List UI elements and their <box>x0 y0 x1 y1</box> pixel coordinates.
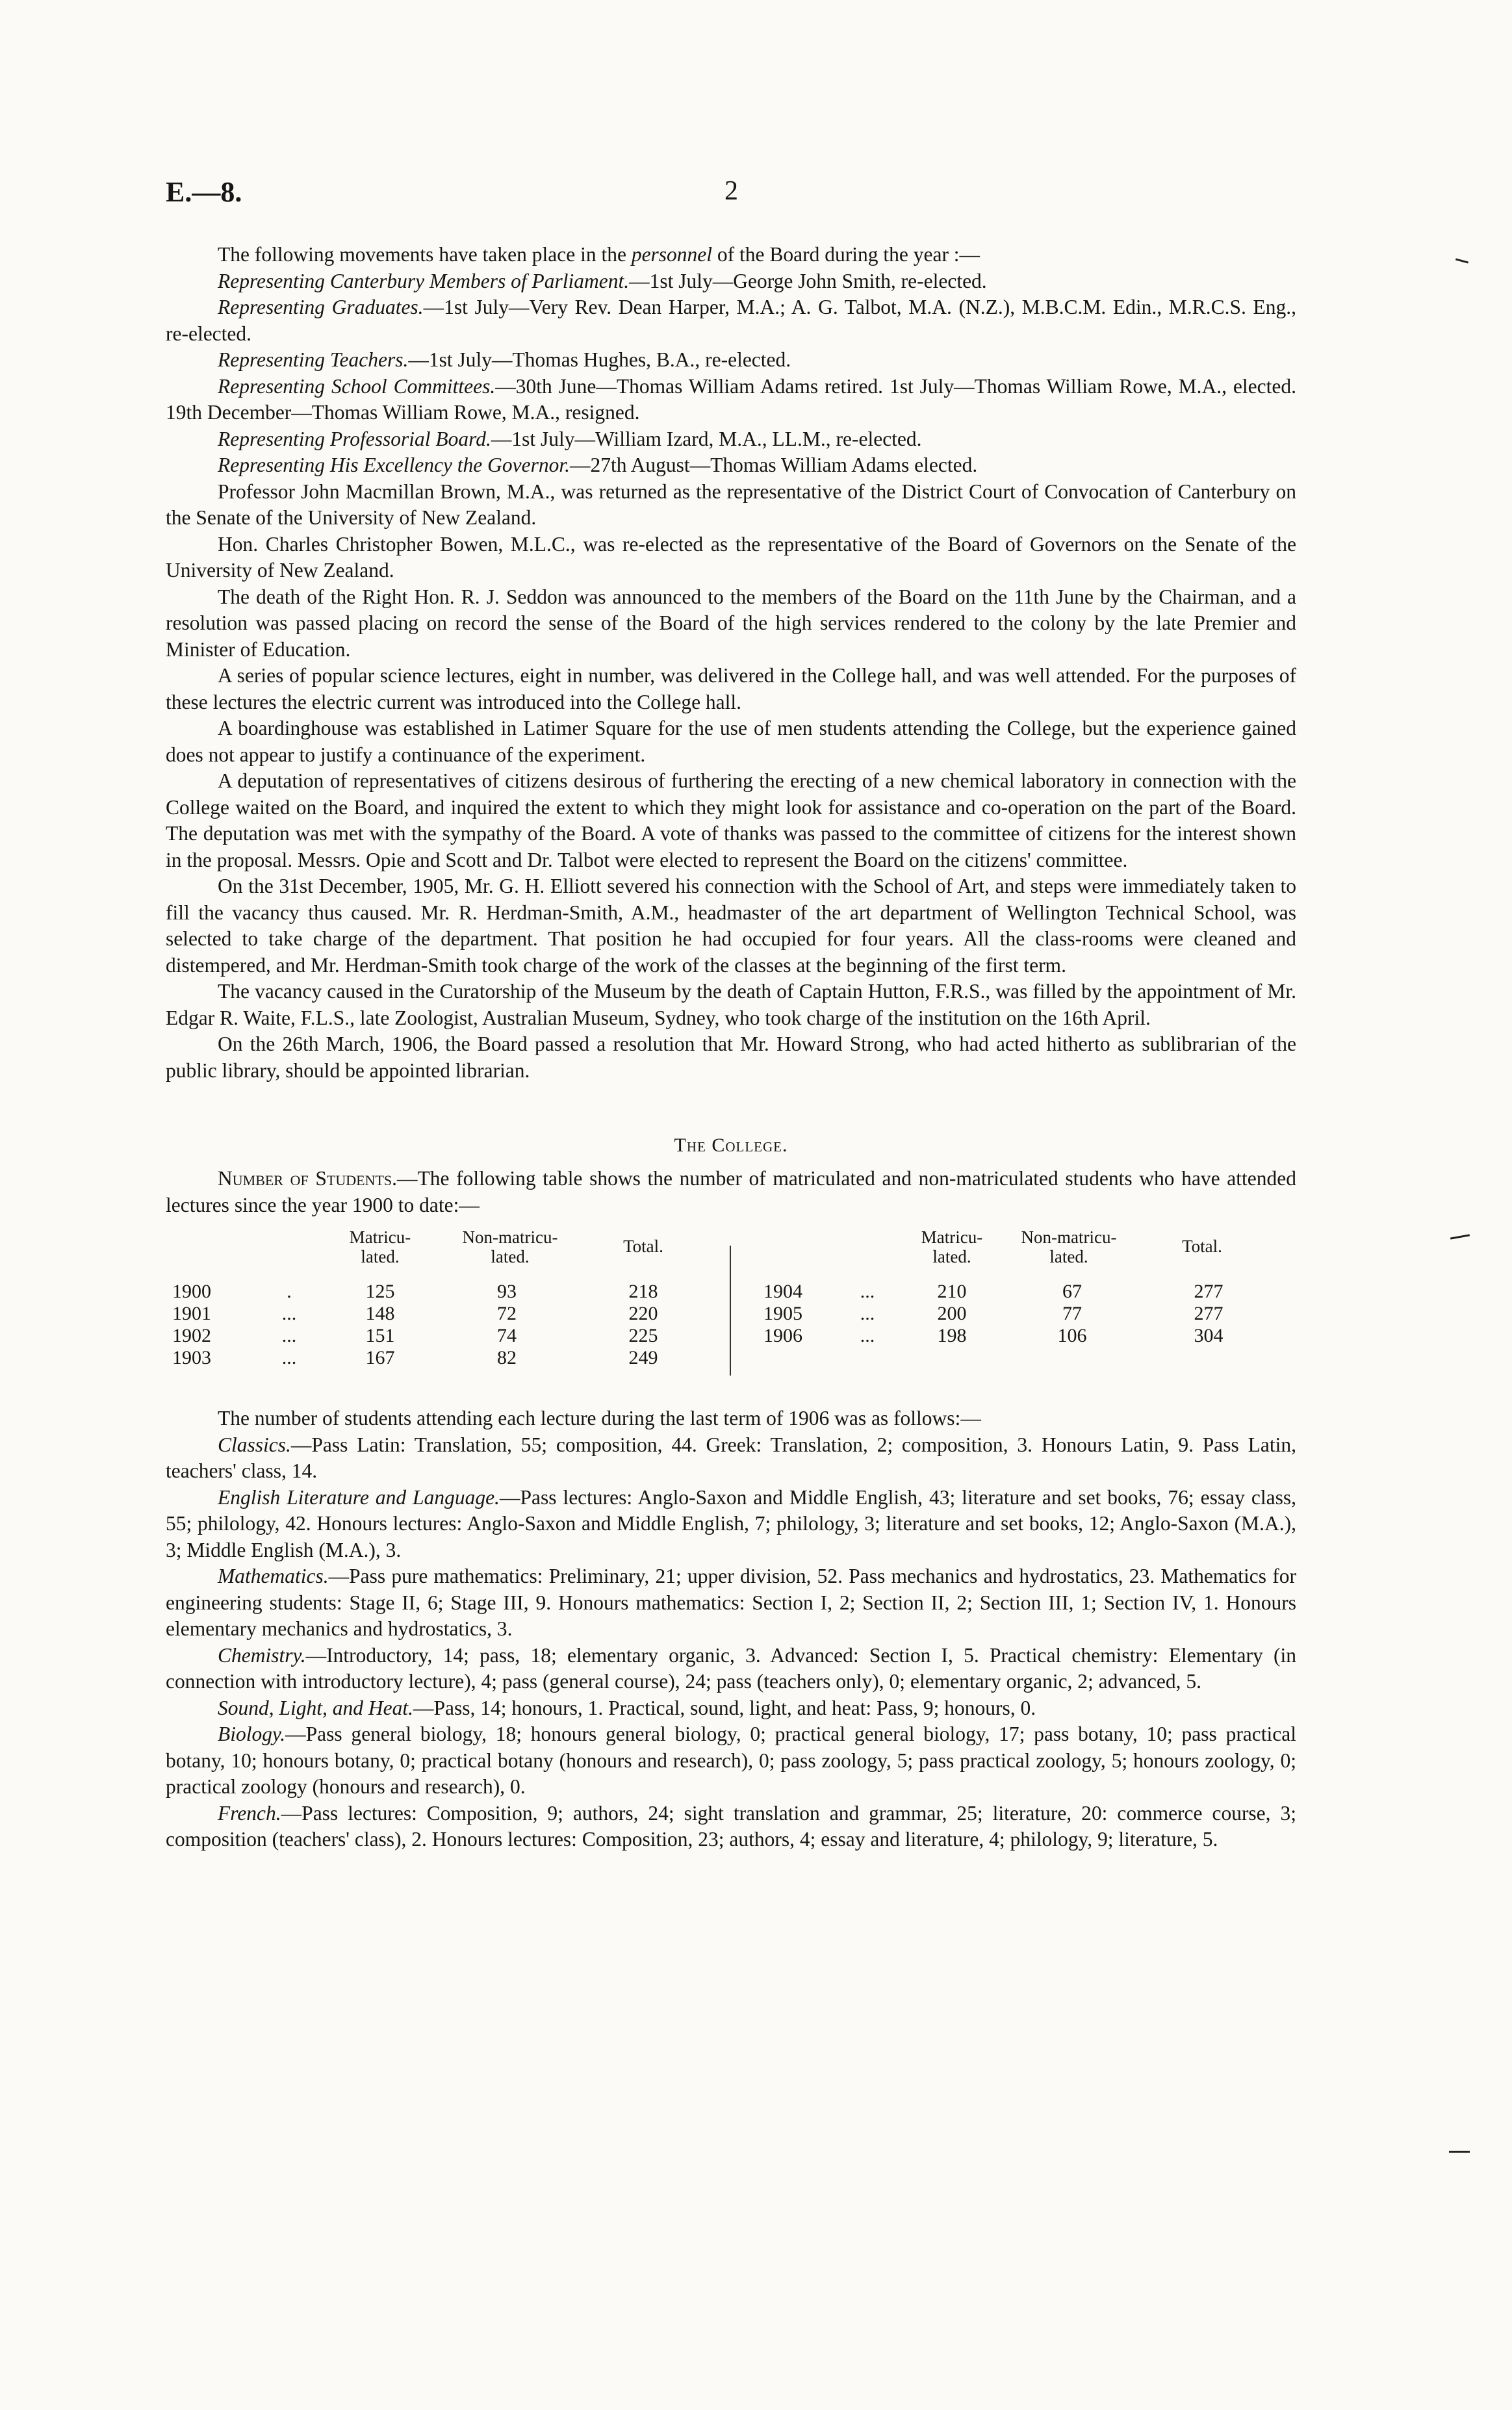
table-cell-t: 249 <box>628 1347 658 1368</box>
section-title: The College. <box>674 1134 788 1156</box>
table-cell-n: 77 <box>1062 1303 1082 1324</box>
table-cell-m: 167 <box>365 1347 395 1368</box>
table-cell-t: 218 <box>628 1281 658 1302</box>
table-cell-dots: ... <box>281 1325 297 1346</box>
page-header <box>166 175 1296 214</box>
margin-mark-middle <box>1450 1234 1470 1239</box>
table-cell-m: 125 <box>365 1281 395 1302</box>
personnel-intro: The following movements have taken place in the personnel of the Board during the year :— <box>218 243 980 266</box>
table-cell-year: 1904 <box>763 1281 802 1302</box>
number-of-students-paragraph: Number of Students.—The following table shows the number of matriculated and non-matriculated students who have attended lectures since the year 1900 to date:— <box>166 1167 1297 1216</box>
table-cell-m: 198 <box>937 1325 967 1346</box>
paragraph: On the 26th March, 1906, the Board passed a resolution that Mr. Howard Strong, who had acted hitherto as sublibrarian of the public library, should be appointed librarian. <box>166 1032 1296 1082</box>
paragraph: The death of the Right Hon. R. J. Seddon was announced to the members of the Board on the 11th June by the Chairman, and a resolution was passed placing on record the sense of the Board of the high services rendered to the colony by the late Premier and Minister of Education. <box>166 585 1296 661</box>
number-of-students-label: Number of Students. <box>218 1167 398 1190</box>
col-header-matric-right: Matricu- lated. <box>921 1227 983 1266</box>
table-cell-year: 1905 <box>763 1303 802 1324</box>
margin-mark-top <box>1455 258 1468 263</box>
col-header-total-right: Total. <box>1182 1237 1222 1256</box>
lecture-entry: Chemistry.—Introductory, 14; pass, 18; elementary organic, 3. Advanced: Section I, 5. Practical chemistry: Elementary (in connection with introductory lecture), 4; pass (general course), 24; pass (teachers only), 0; elementary organic, 2; advanced, 5. <box>166 1643 1296 1693</box>
table-cell-year: 1902 <box>172 1325 211 1346</box>
representative-entry: Representing Teachers.—1st July—Thomas Hughes, B.A., re-elected. <box>218 348 791 371</box>
representative-entry: Representing Canterbury Members of Parliament.—1st July—George John Smith, re-elected. <box>218 269 987 292</box>
col-header-non-matric: Non-matricu- lated. <box>462 1227 558 1266</box>
page-number: 2 <box>724 176 738 206</box>
table-cell-m: 210 <box>937 1281 967 1302</box>
paragraph: A deputation of representatives of citizens desirous of furthering the erecting of a new chemical laboratory in connection with the College waited on the Board, and inquired the extent to which they might look for assistance and co-operation on the part of the Board. The deputation was met with the sympathy of the Board. A vote of thanks was passed to the committee of citizens for the interest shown in the proposal. Messrs. Opie and Scott and Dr. Talbot were elected to represent the Board on the citizens' committee. <box>166 769 1296 871</box>
lecture-entry: English Literature and Language.—Pass lectures: Anglo-Saxon and Middle English, 43; literature and set books, 76; essay class, 55; philology, 42. Honours lectures: Anglo-Saxon and Middle English, 7; philology, 3; literature and set books, 12; Anglo-Saxon (M.A.), 3; Middle English (M.A.), 3. <box>166 1485 1296 1561</box>
table-cell-t: 220 <box>628 1303 658 1324</box>
personnel-word: personnel <box>631 243 713 266</box>
document-page <box>166 175 1296 1853</box>
representative-entry: Representing Professorial Board.—1st July—William Izard, M.A., LL.M., re-elected. <box>218 427 922 450</box>
document-reference: E.—8. <box>166 176 242 208</box>
table-cell-t: 304 <box>1194 1325 1224 1346</box>
lecture-entry: Classics.—Pass Latin: Translation, 55; composition, 44. Greek: Translation, 2; composition, 3. Honours Latin, 9. Pass Latin, teachers' class, 14. <box>166 1433 1296 1482</box>
margin-mark-bottom <box>1449 2151 1470 2153</box>
table-cell-year: 1906 <box>763 1325 802 1346</box>
table-cell-dots: ... <box>281 1347 297 1368</box>
col-header-matric: Matricu- lated. <box>349 1227 411 1266</box>
col-header-non-matric-right: Non-matricu- lated. <box>1021 1227 1117 1266</box>
table-cell-dots: ... <box>860 1325 875 1346</box>
table-cell-t: 277 <box>1194 1281 1224 1302</box>
table-cell-year: 1900 <box>172 1281 211 1302</box>
table-cell-dots: ... <box>860 1281 875 1302</box>
lecture-entry: Sound, Light, and Heat.—Pass, 14; honours, 1. Practical, sound, light, and heat: Pass, 9; honours, 0. <box>218 1696 1036 1719</box>
table-cell-m: 151 <box>365 1325 395 1346</box>
table-cell-dots: ... <box>281 1303 297 1324</box>
table-divider <box>730 1246 731 1376</box>
table-cell-n: 82 <box>497 1347 517 1368</box>
representative-entry: Representing His Excellency the Governor.—27th August—Thomas William Adams elected. <box>218 454 978 476</box>
paragraph: Hon. Charles Christopher Bowen, M.L.C., was re-elected as the representative of the Board of Governors on the Senate of the University of New Zealand. <box>166 532 1296 582</box>
table-cell-n: 72 <box>497 1303 517 1324</box>
paragraph: A boardinghouse was established in Latimer Square for the use of men students attending the College, but the experience gained does not appear to justify a continuance of the experiment. <box>166 717 1296 766</box>
lecture-entry: Biology.—Pass general biology, 18; honours general biology, 0; practical general biology, 17; pass botany, 10; pass practical botany, 10; honours botany, 0; practical botany (honours and research), 0; pass zoology, 5; pass practical zoology, 5; honours zoology, 0; practical zoology (honours and research), 0. <box>166 1723 1296 1798</box>
table-cell-n: 106 <box>1057 1325 1087 1346</box>
table-cell-year: 1903 <box>172 1347 211 1368</box>
table-cell-n: 67 <box>1062 1281 1082 1302</box>
lecture-entry: French.—Pass lectures: Composition, 9; authors, 24; sight translation and grammar, 25; literature, 20: commerce course, 3; composition (teachers' class), 2. Honours lectures: Composition, 23; authors, 4; essay and literature, 4; philology, 9; literature, 5. <box>166 1801 1296 1851</box>
lecture-entry: Mathematics.—Pass pure mathematics: Preliminary, 21; upper division, 52. Pass mechanics and hydrostatics, 23. Mathematics for engineering students: Stage II, 6; Stage III, 9. Honours mathematics: Section I, 2; Section II, 2; Section III, 1; Section IV, 1. Honours elementary mechanics and hydrostatics, 3. <box>166 1565 1296 1640</box>
representatives-list <box>166 268 1296 479</box>
lectures-list <box>166 1432 1296 1853</box>
representative-entry: Representing Graduates.—1st July—Very Rev. Dean Harper, M.A.; A. G. Talbot, M.A. (N.Z.), M.B.C.M. Edin., M.R.C.S. Eng., re-elected. <box>166 296 1296 345</box>
table-cell-year: 1901 <box>172 1303 211 1324</box>
lectures-intro: The number of students attending each lecture during the last term of 1906 was as follows:— <box>218 1407 981 1429</box>
paragraph: A series of popular science lectures, eight in number, was delivered in the College hall, and was well attended. For the purposes of these lectures the electric current was introduced into the College hall. <box>166 664 1296 713</box>
table-cell-t: 277 <box>1194 1303 1224 1324</box>
col-header-total: Total. <box>623 1237 663 1256</box>
table-cell-m: 148 <box>365 1303 395 1324</box>
table-cell-n: 93 <box>497 1281 517 1302</box>
body-paragraphs <box>166 479 1296 1084</box>
table-cell-n: 74 <box>497 1325 517 1346</box>
table-cell-dots: . <box>287 1281 292 1302</box>
table-cell-dots: ... <box>860 1303 875 1324</box>
paragraph: Professor John Macmillan Brown, M.A., was returned as the representative of the District Court of Convocation of Canterbury on the Senate of the University of New Zealand. <box>166 480 1296 529</box>
paragraph: On the 31st December, 1905, Mr. G. H. Elliott severed his connection with the School of Art, and steps were immediately taken to fill the vacancy thus caused. Mr. R. Herdman-Smith, A.M., headmaster of the art department of Wellington Technical School, was selected to take charge of the department. That position he had occupied for four years. All the class-rooms were cleaned and distempered, and Mr. Herdman-Smith took charge of the work of the classes at the beginning of the first term. <box>166 875 1296 977</box>
representative-entry: Representing School Committees.—30th June—Thomas William Adams retired. 1st July—Thomas William Rowe, M.A., elected. 19th December—Thomas William Rowe, M.A., resigned. <box>166 374 1296 424</box>
table-cell-m: 200 <box>937 1303 967 1324</box>
paragraph: The vacancy caused in the Curatorship of the Museum by the death of Captain Hutton, F.R.S., was filled by the appointment of Mr. Edgar R. Waite, F.L.S., late Zoologist, Australian Museum, Sydney, who took charge of the institution on the 16th April. <box>166 980 1296 1029</box>
students-table <box>166 1227 1296 1383</box>
table-cell-t: 225 <box>628 1325 658 1346</box>
